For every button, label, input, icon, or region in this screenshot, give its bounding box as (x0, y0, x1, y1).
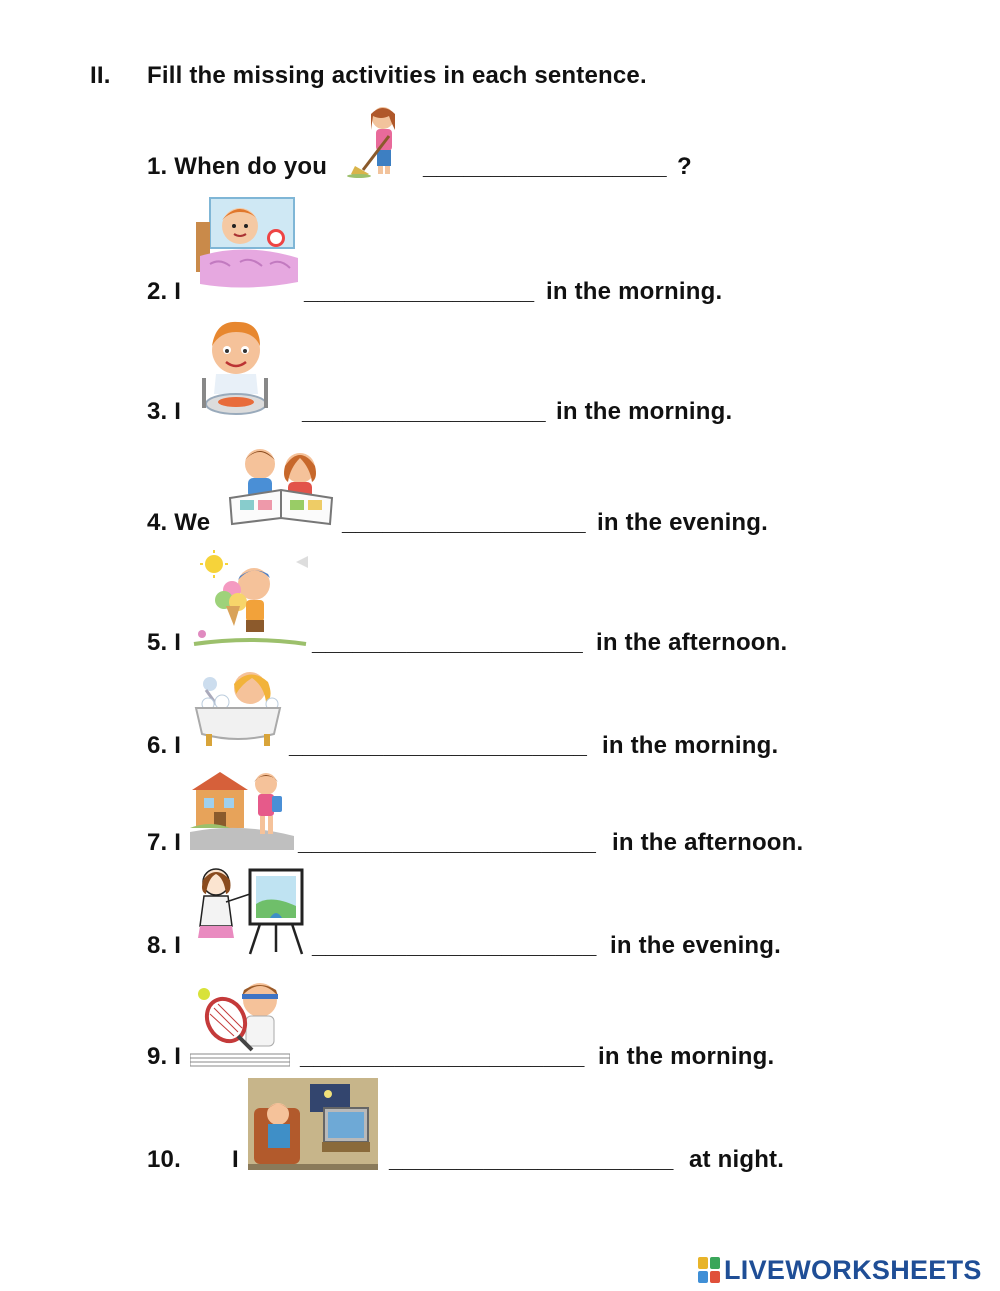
liveworksheets-logo[interactable] (698, 1254, 982, 1286)
kids-reading-book-icon (226, 438, 336, 532)
boy-waking-up-icon (190, 192, 302, 298)
sentence-8-number: 8. I (147, 932, 182, 959)
answer-blank-1[interactable]: __________________ (423, 153, 667, 180)
sentence-7-number: 7. I (147, 829, 182, 856)
answer-blank-9[interactable]: _____________________ (300, 1043, 585, 1070)
logo-text: LIVEWORKSHEETS (724, 1254, 982, 1285)
answer-blank-8[interactable]: _____________________ (312, 932, 597, 959)
answer-blank-2[interactable]: _________________ (304, 278, 535, 305)
logo-blocks-icon (698, 1257, 720, 1283)
sentence-8-ending: in the evening. (610, 932, 782, 959)
girl-sweeping-icon (345, 100, 417, 178)
sentence-6-number: 6. I (147, 732, 182, 759)
sentence-1-number: 1. When do you (147, 153, 328, 180)
sentence-10-number: 10. (147, 1146, 181, 1173)
girl-going-to-school-icon (190, 766, 294, 850)
answer-blank-5[interactable]: ____________________ (312, 629, 583, 656)
answer-blank-6[interactable]: ______________________ (289, 732, 588, 759)
answer-blank-10[interactable]: _____________________ (389, 1146, 674, 1173)
sentence-5-number: 5. I (147, 629, 182, 656)
sentence-4-number: 4. We (147, 509, 211, 536)
sentence-4-ending: in the evening. (597, 509, 769, 536)
girl-painting-icon (190, 864, 306, 956)
sentence-2-number: 2. I (147, 278, 182, 305)
answer-blank-7[interactable]: ______________________ (298, 829, 597, 856)
answer-blank-3[interactable]: __________________ (302, 398, 546, 425)
sentence-9-number: 9. I (147, 1043, 182, 1070)
sentence-3-ending: in the morning. (556, 398, 733, 425)
instruction-text: Fill the missing activities in each sentence. (147, 62, 647, 89)
sentence-3-number: 3. I (147, 398, 182, 425)
boy-playing-tennis-icon (190, 974, 290, 1068)
boy-eating-breakfast-icon (196, 316, 274, 418)
section-number: II. (90, 62, 111, 89)
boy-watching-tv-icon (248, 1078, 378, 1170)
sentence-5-ending: in the afternoon. (596, 629, 788, 656)
sentence-7-ending: in the afternoon. (612, 829, 804, 856)
girl-taking-bath-icon (192, 664, 284, 750)
sentence-10-ending: at night. (689, 1146, 785, 1173)
answer-blank-4[interactable]: __________________ (342, 509, 586, 536)
sentence-2-ending: in the morning. (546, 278, 723, 305)
sentence-1-ending: ? (677, 153, 692, 180)
boy-eating-ice-cream-icon (192, 548, 308, 648)
sentence-9-ending: in the morning. (598, 1043, 775, 1070)
sentence-10-subject: I (232, 1146, 239, 1173)
sentence-6-ending: in the morning. (602, 732, 779, 759)
